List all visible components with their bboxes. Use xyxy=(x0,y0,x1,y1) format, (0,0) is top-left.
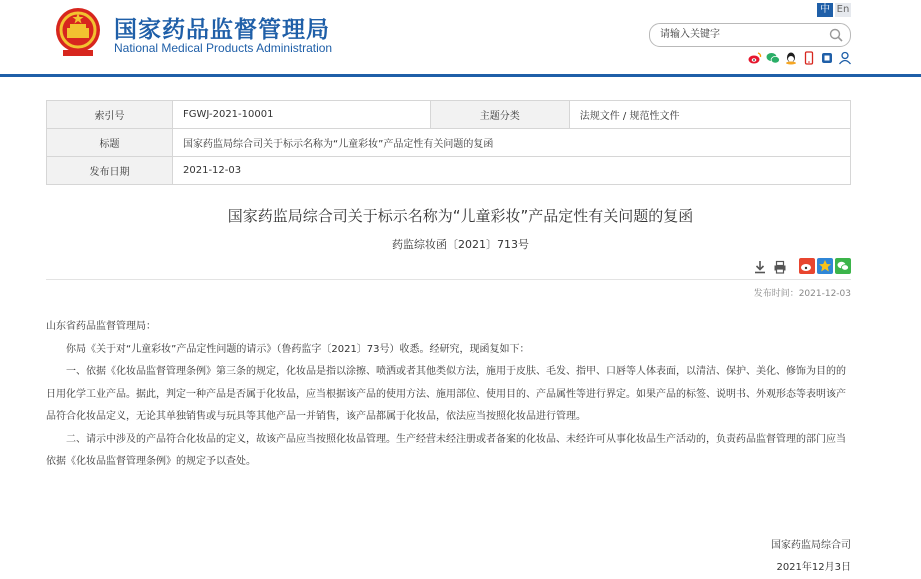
document-metadata-table xyxy=(46,100,851,185)
category-label: 主题分类 xyxy=(430,101,569,129)
user-icon[interactable] xyxy=(838,50,852,64)
article-divider xyxy=(46,279,851,280)
lang-english-button[interactable]: En xyxy=(836,4,850,15)
signature-issuer: 国家药监局综合司 xyxy=(771,540,851,551)
index-value: FGWJ-2021-10001 xyxy=(173,101,431,129)
date-value: 2021-12-03 xyxy=(173,157,851,185)
date-label: 发布日期 xyxy=(47,157,173,185)
article-title: 国家药监局综合司关于标示名称为“儿童彩妆”产品定性有关问题的复函 xyxy=(227,207,694,225)
signature-date: 2021年12月3日 xyxy=(776,562,851,573)
salutation: 山东省药品监督管理局： xyxy=(46,321,156,332)
document-number: 药监综妆函〔2021〕713号 xyxy=(392,238,529,251)
paragraph-1: 你局《关于对“儿童彩妆”产品定性问题的请示》（鲁药监字〔2021〕73号）收悉。经研究，现函复如下： xyxy=(66,343,530,355)
search-icon[interactable] xyxy=(828,27,844,43)
search-input[interactable] xyxy=(660,26,820,42)
lang-chinese-button[interactable]: 中 xyxy=(817,3,833,17)
article-toolbar xyxy=(753,258,851,278)
app-icon[interactable] xyxy=(820,50,834,64)
mobile-icon[interactable] xyxy=(802,50,816,64)
site-subtitle: National Medical Products Administration xyxy=(114,41,333,55)
national-emblem-icon[interactable] xyxy=(55,6,101,58)
share-qzone-icon[interactable] xyxy=(817,258,833,278)
index-label: 索引号 xyxy=(47,101,173,129)
site-title[interactable]: 国家药品监督管理局 xyxy=(114,17,330,43)
language-switch xyxy=(817,3,851,17)
print-icon[interactable] xyxy=(773,259,787,278)
site-header xyxy=(0,0,921,74)
download-icon[interactable] xyxy=(753,259,767,278)
publish-time: 发布时间：2021-12-03 xyxy=(753,289,851,299)
share-wechat-icon[interactable] xyxy=(835,258,851,278)
weibo-icon[interactable] xyxy=(748,50,762,64)
wechat-icon[interactable] xyxy=(766,50,780,64)
title-label: 标题 xyxy=(47,129,173,157)
share-weibo-icon[interactable] xyxy=(799,258,815,278)
header-social-links xyxy=(748,50,852,64)
qq-icon[interactable] xyxy=(784,50,798,64)
search-box xyxy=(649,23,851,47)
paragraph-3: 二、请示中涉及的产品符合化妆品的定义，故该产品应当按照化妆品管理。生产经营未经注册或者备案的化妆品、未经许可从事化妆品生产活动的，负责药品监督管理的部门应当依据《化妆品监督管理条例》的规定予以查处。 xyxy=(46,433,846,467)
category-value: 法规文件 / 规范性文件 xyxy=(569,101,850,129)
paragraph-2: 一、依据《化妆品监督管理条例》第三条的规定，化妆品是指以涂擦、喷洒或者其他类似方法，施用于皮肤、毛发、指甲、口唇等人体表面，以清洁、保护、美化、修饰为目的的日用化学工业产品。据此，判定一种产品是否属于化妆品，应当根据该产品的使用方法、施用部位、使用目的、产品属性等进行界定。如果产品的标签、说明书、外观形态等表明该产品符合化妆品定义，无论其单独销售或与玩具等其他产品一并销售，该产品都属于化妆品，依法应当按照化妆品进行管理。 xyxy=(46,366,846,422)
article-body xyxy=(46,316,852,474)
title-value: 国家药监局综合司关于标示名称为“儿童彩妆”产品定性有关问题的复函 xyxy=(173,129,851,157)
header-divider xyxy=(0,74,921,77)
